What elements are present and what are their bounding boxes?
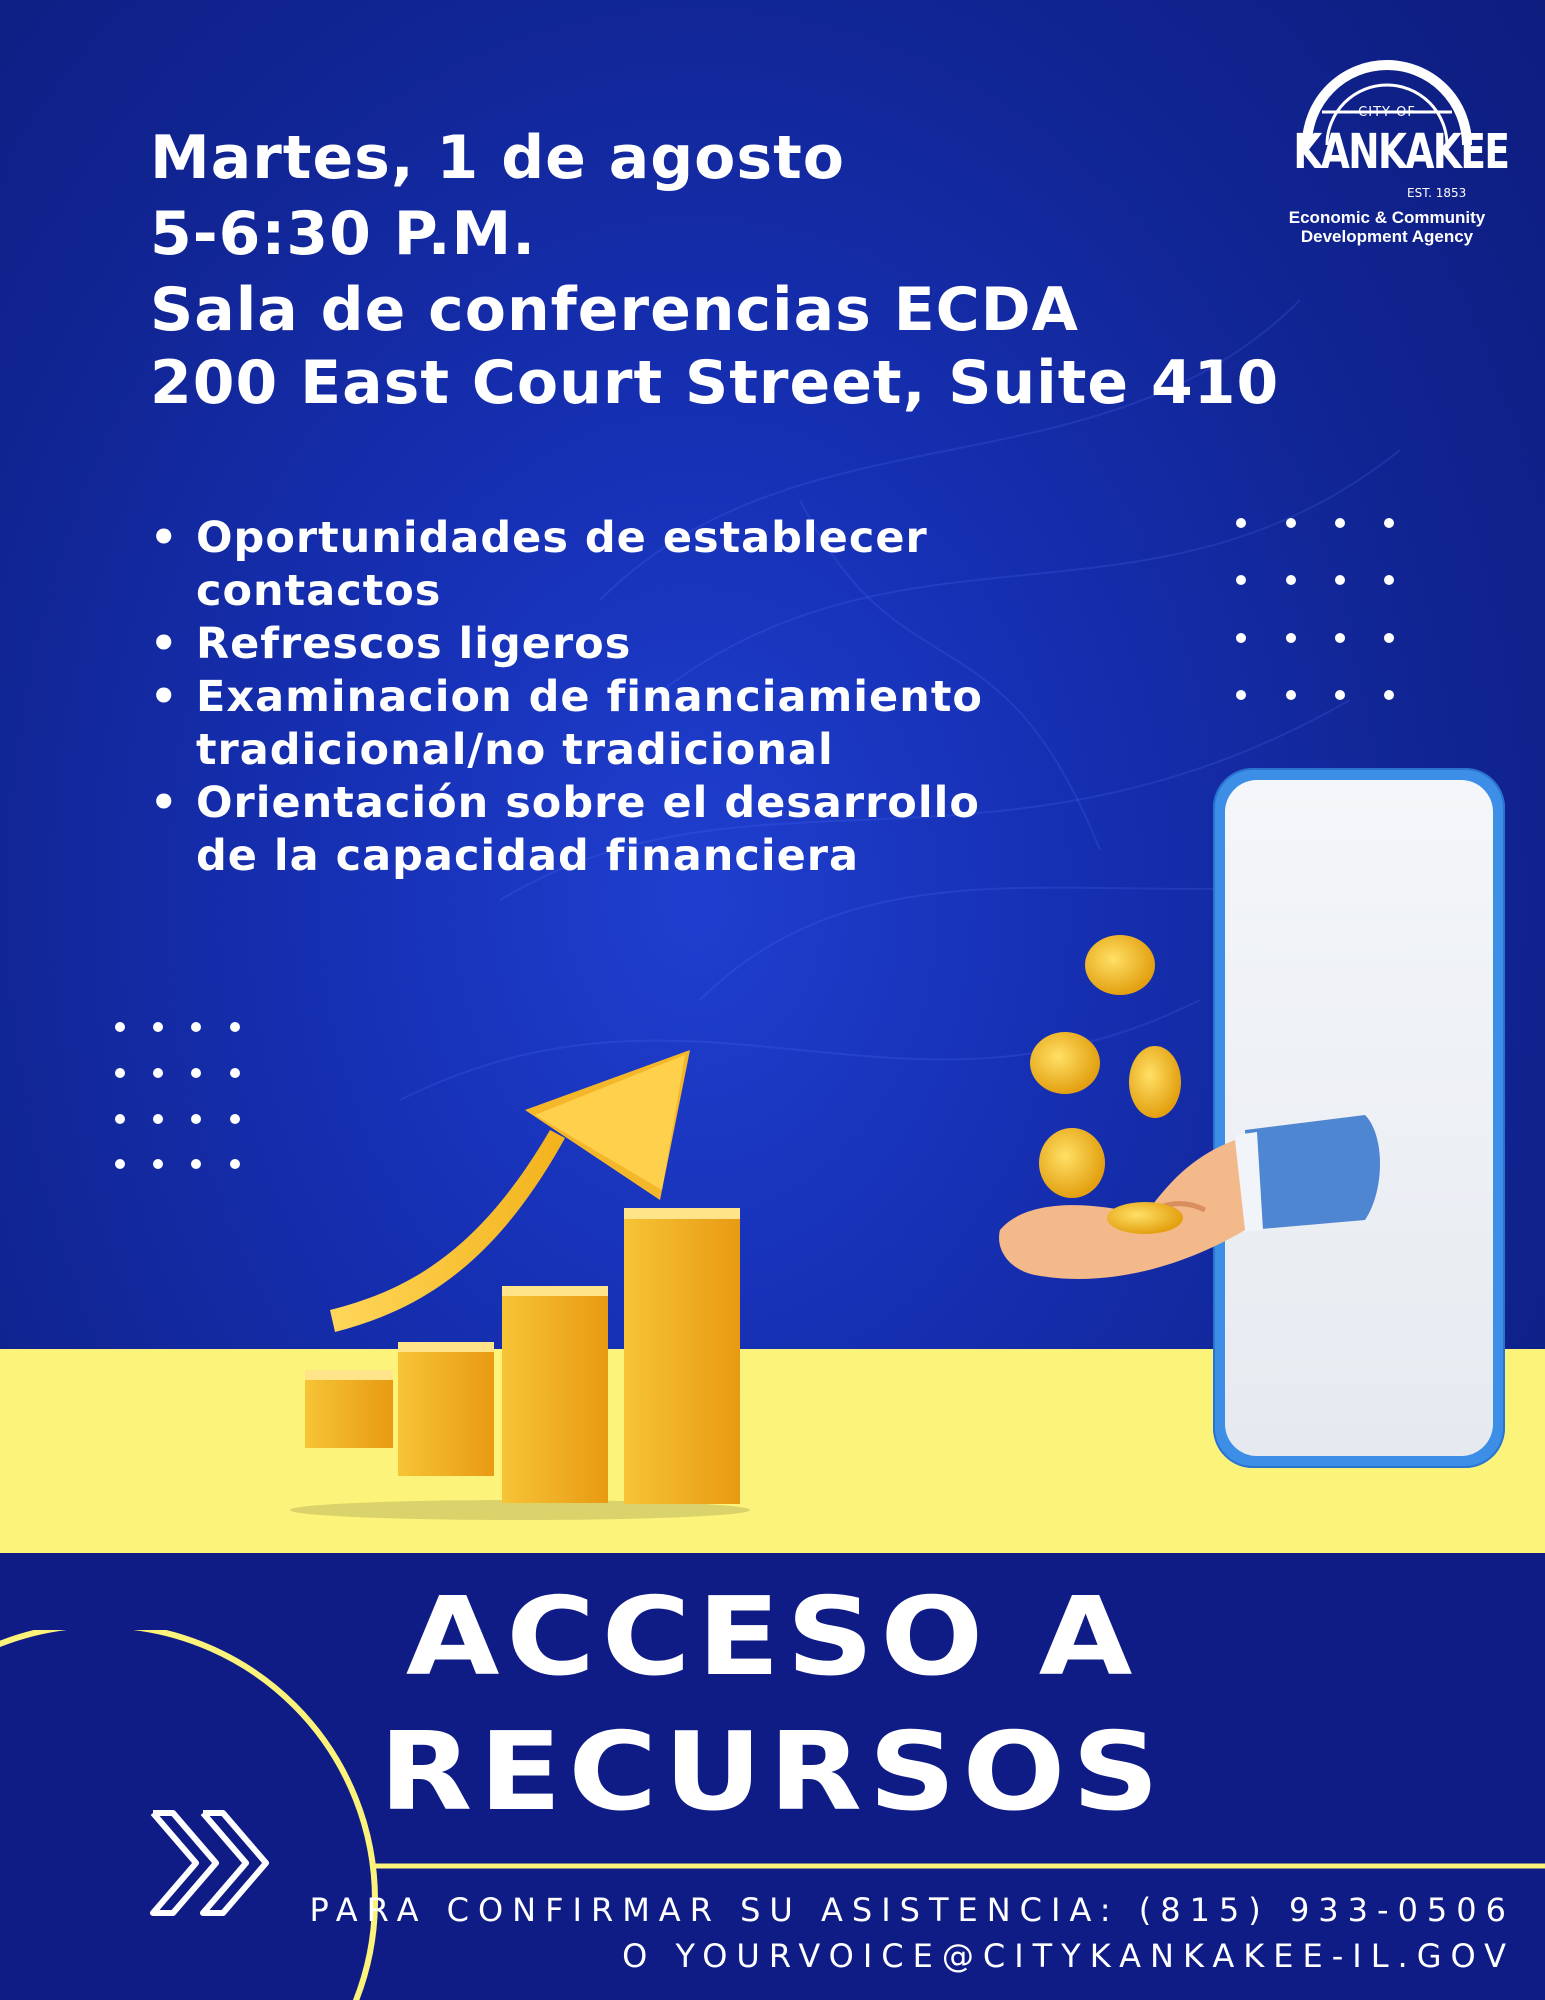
logo-agency-line1: Economic & Community [1288, 208, 1486, 227]
logo-name: KANKAKEE [1293, 124, 1509, 180]
title-line1: ACCESO A [405, 1575, 1140, 1700]
rsvp-email-line: O YOURVOICE@CITYKANKAKEE-IL.GOV [622, 1937, 1515, 1975]
event-venue: Sala de conferencias ECDA [150, 275, 1079, 345]
logo-agency [1267, 208, 1507, 246]
dot-grid-left [114, 1021, 254, 1181]
kankakee-logo [1267, 30, 1509, 246]
dot-grid-right [1236, 517, 1406, 707]
event-date: Martes, 1 de agosto [150, 123, 845, 193]
list-item: • Orientación sobre el desarrollo de la capacidad financiera [150, 777, 1050, 883]
rsvp-phone-line: PARA CONFIRMAR SU ASISTENCIA: (815) 933-0506 [309, 1891, 1515, 1929]
coins-hand-icon [995, 930, 1395, 1310]
logo-est: EST. 1853 [1407, 186, 1467, 200]
title-line2: RECURSOS [379, 1710, 1166, 1835]
list-item: • Oportunidades de establecer contactos [150, 512, 1050, 618]
list-item: • Refrescos ligeros [150, 618, 1050, 671]
list-item: • Examinacion de financiamiento tradicional/no tradicional [150, 671, 1050, 777]
event-time: 5-6:30 P.M. [150, 199, 537, 269]
event-address: 200 East Court Street, Suite 410 [150, 348, 1280, 418]
growth-chart-icon [290, 1040, 770, 1520]
logo-city-of: CITY OF [1358, 105, 1416, 120]
benefits-list [150, 512, 1050, 883]
logo-agency-line2: Development Agency [1300, 227, 1474, 246]
